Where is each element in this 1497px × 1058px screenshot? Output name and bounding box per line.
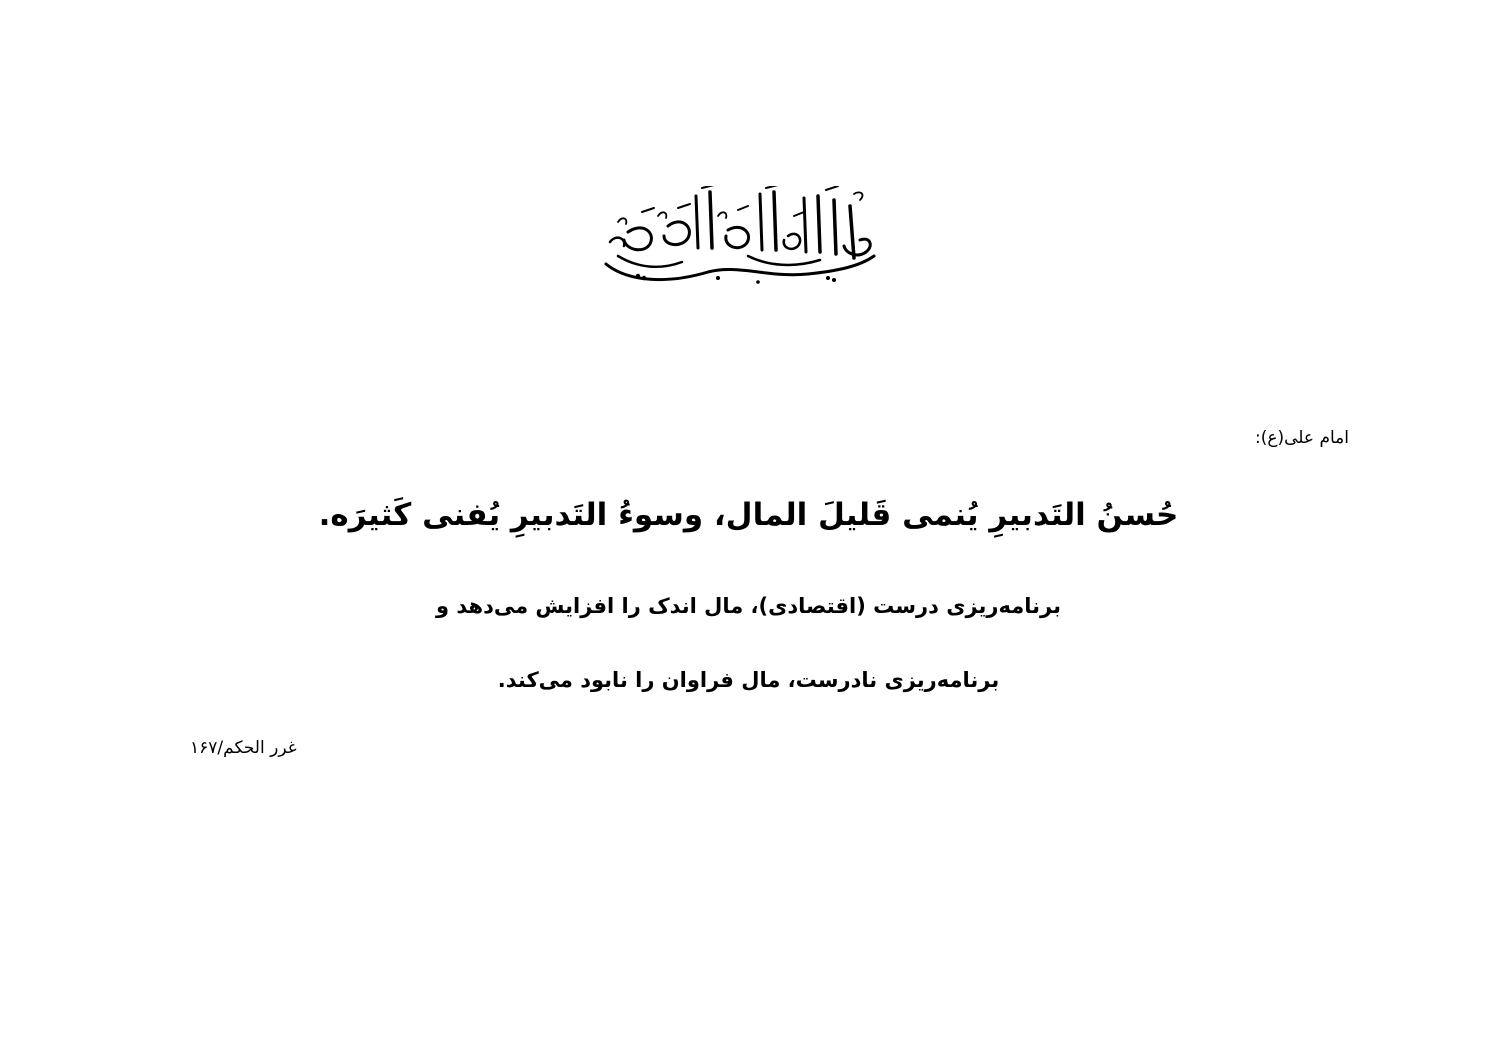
basmala-calligraphy bbox=[598, 186, 880, 290]
basmala-calligraphy-image bbox=[598, 186, 880, 290]
quote-attribution: امام علی(ع): bbox=[1254, 428, 1349, 448]
arabic-hadith-text: حُسنُ التَدبیرِ یُنمی قَلیلَ المال، وسوءُ التَدبیرِ یُفنی کَثیرَه. bbox=[318, 497, 1179, 533]
translation-line-2: برنامه‌ریزی نادرست، مال فراوان را نابود می‌کند. bbox=[497, 668, 1000, 692]
translation-line-1: برنامه‌ریزی درست (اقتصادی)، مال اندک را افزایش می‌دهد و bbox=[436, 594, 1061, 618]
source-citation: غرر الحکم/۱۶۷ bbox=[190, 738, 297, 758]
